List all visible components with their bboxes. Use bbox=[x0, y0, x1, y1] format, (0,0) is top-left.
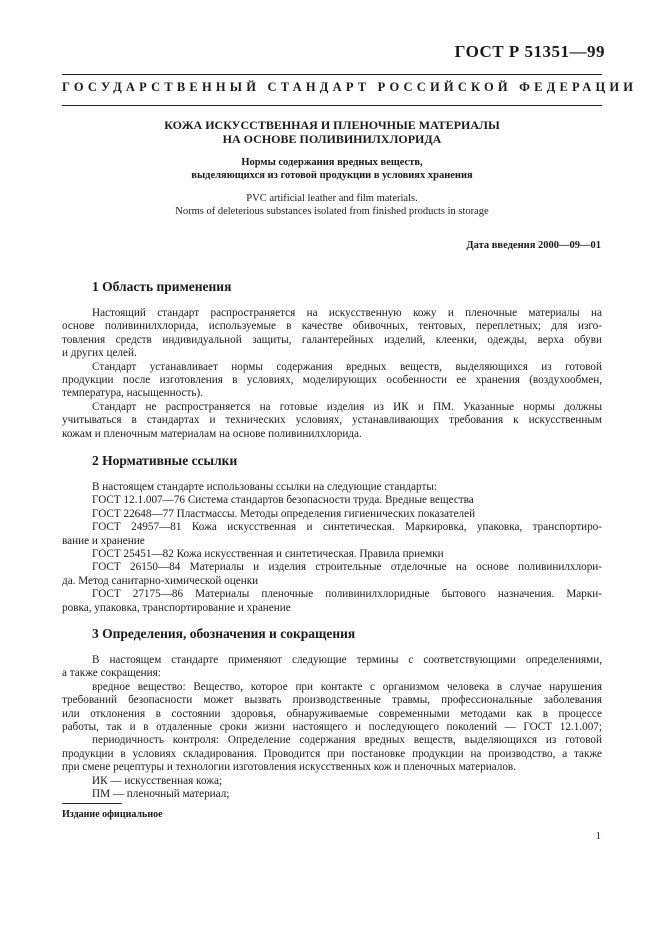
reference-item-cont: ровка, упаковка, транспортирование и хранение bbox=[62, 601, 291, 614]
footer-rule bbox=[62, 803, 122, 804]
title-line-2: НА ОСНОВЕ ПОЛИВИНИЛХЛОРИДА bbox=[222, 132, 442, 146]
subtitle-line-2: выделяющихся из готовой продукции в условиях хранения bbox=[191, 170, 473, 181]
section-1-line: и других целей. bbox=[62, 347, 137, 360]
reference-item-cont: да. Метод санитарно-химической оценки bbox=[62, 574, 259, 587]
section-1-line: Стандарт не распространяется на готовые изделия из ИК и ПМ. Указанные нормы должны bbox=[92, 400, 602, 413]
state-standard-heading: ГОСУДАРСТВЕННЫЙ СТАНДАРТ РОССИЙСКОЙ ФЕДЕРАЦИИ bbox=[62, 80, 638, 94]
section-1-line: Настоящий стандарт распространяется на искусственную кожу и пленочные материалы на bbox=[92, 307, 602, 319]
official-edition-label: Издание официальное bbox=[62, 809, 163, 820]
section-1-line: учитываться в стандартах и технических условиях, устанавливающих требования к искусственным bbox=[62, 414, 602, 427]
section-1-line: кожам и пленочным материалам на основе поливинилхлорида. bbox=[62, 427, 362, 440]
definition-line: продукции в условиях складирования. Проводится при постановке продукции на производство, а также bbox=[62, 747, 602, 760]
abbreviation-line: ИК — искусственная кожа; bbox=[92, 774, 223, 787]
reference-item: ГОСТ 24957—81 Кожа искусственная и синтетическая. Маркировка, упаковка, транспортиро- bbox=[92, 521, 602, 534]
reference-item-cont: вание и хранение bbox=[62, 534, 145, 547]
section-2-body bbox=[62, 481, 602, 615]
reference-item: ГОСТ 26150—84 Материалы и изделия строительные отделочные на основе поливинилхлори- bbox=[92, 561, 602, 574]
section-1-line: температура, насыщенность). bbox=[62, 387, 203, 400]
reference-item: ГОСТ 25451—82 Кожа искусственная и синтетическая. Правила приемки bbox=[92, 548, 444, 561]
reference-item: ГОСТ 27175—86 Материалы пленочные поливинилхлоридные бытового назначения. Марки- bbox=[92, 588, 602, 601]
section-3-line: В настоящем стандарте применяют следующие термины с соответствующими определениями, bbox=[92, 654, 602, 666]
section-1-body bbox=[62, 307, 602, 441]
subtitle-line-1: Нормы содержания вредных веществ, bbox=[241, 157, 423, 168]
document-code: ГОСТ Р 51351—99 bbox=[454, 42, 605, 61]
definition-line: или отклонения в состоянии здоровья, обнаруживаемые современными методами как в процессе bbox=[62, 707, 602, 720]
section-3-line: а также сокращения: bbox=[62, 667, 161, 680]
introduction-date: Дата введения 2000—09—01 bbox=[466, 240, 601, 251]
section-1-line: основе поливинилхлорида, используемые в качестве обивочных, тентовых, переплетных; для изго- bbox=[62, 320, 602, 333]
header-rule-top bbox=[62, 74, 602, 75]
abbreviation-line: ПМ — пленочный материал; bbox=[92, 788, 230, 801]
section-2-title: 2 Нормативные ссылки bbox=[92, 453, 238, 468]
section-3-body bbox=[62, 654, 602, 801]
definition-line: вредное вещество: Вещество, которое при контакте с организмом человека в случае нарушения bbox=[92, 680, 602, 693]
definition-line: работы, так и в отдаленные сроки жизни настоящего и последующего поколений — ГОСТ 12.1.007; bbox=[62, 721, 602, 734]
definition-line: требований безопасности может вызвать производственные травмы, профессиональные заболевания bbox=[62, 694, 602, 707]
section-1-title: 1 Область применения bbox=[92, 279, 232, 294]
section-1-line: продукции после изготовления в условиях, моделирующих особенности ее хранения (воздухообмен, bbox=[62, 374, 602, 387]
definition-line: периодичность контроля: Определение содержания вредных веществ, выделяющихся из готовой bbox=[92, 734, 602, 747]
section-1-line: Стандарт устанавливает нормы содержания вредных веществ, выделяющихся из готовой bbox=[92, 360, 602, 373]
page-number: 1 bbox=[595, 830, 601, 842]
section-1-line: товления средств индивидуальной защиты, галантерейных изделий, клеенки, одежды, верха обуви bbox=[62, 333, 602, 346]
english-title-line-2: Norms of deleterious substances isolated from finished products in storage bbox=[175, 206, 489, 217]
english-title-line-1: PVC artificial leather and film materials. bbox=[246, 193, 418, 204]
reference-item: ГОСТ 12.1.007—76 Система стандартов безопасности труда. Вредные вещества bbox=[92, 494, 474, 507]
title-line-1: КОЖА ИСКУССТВЕННАЯ И ПЛЕНОЧНЫЕ МАТЕРИАЛЫ bbox=[164, 118, 500, 132]
section-2-line: В настоящем стандарте использованы ссылки на следующие стандарты: bbox=[92, 481, 437, 493]
reference-item: ГОСТ 22648—77 Пластмассы. Методы определения гигиенических показателей bbox=[92, 507, 476, 520]
header-rule-bottom bbox=[62, 105, 602, 106]
section-3-title: 3 Определения, обозначения и сокращения bbox=[92, 626, 356, 641]
definition-line: при смене рецептуры и технологии изготовления искусственных кож и пленочных материалов. bbox=[62, 761, 516, 774]
title-block bbox=[62, 118, 602, 218]
